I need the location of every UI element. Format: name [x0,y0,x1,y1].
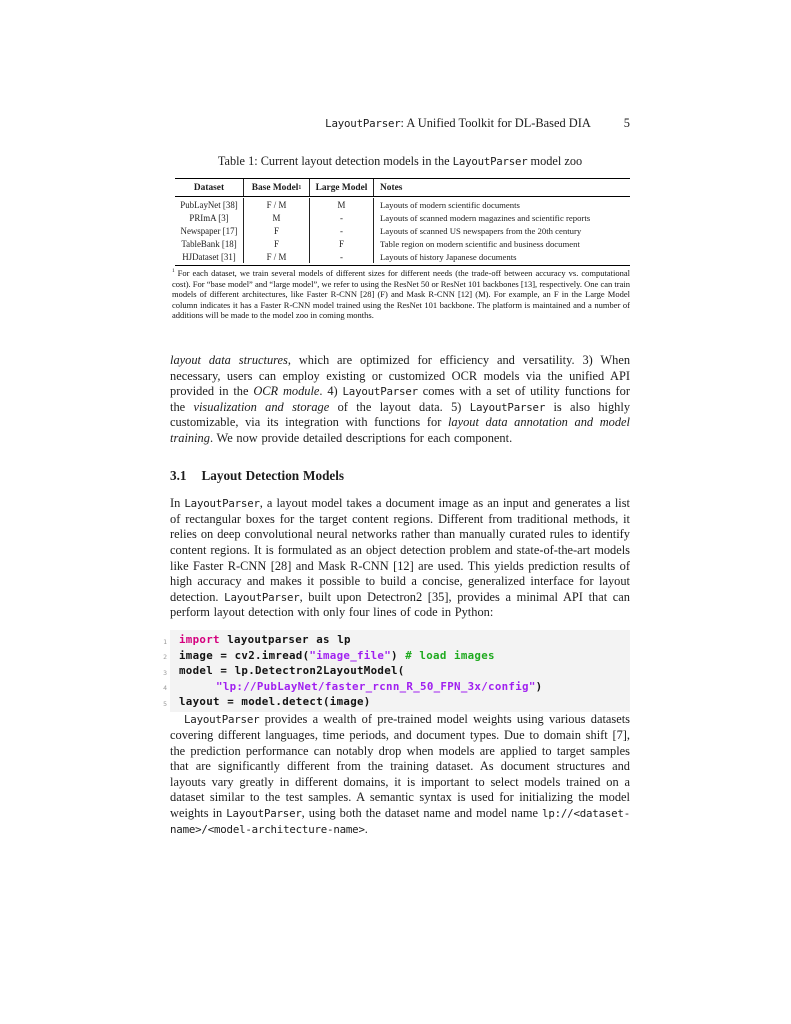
table-cell: F / M [243,198,309,211]
table-cell: M [243,211,309,224]
section-heading [170,468,630,484]
table-cell: Layouts of history Japanese documents [373,250,630,263]
inline-code: LayoutParser [224,590,300,604]
table-cell: Newspaper [17] [180,225,238,236]
text-segment: For each dataset, we train several models of different sizes for different needs (the trade-off between accuracy vs. computational cost). For “base model” and “large model”, we refer to using the ResNet 50 or ResNet 101 backbones [13], respectively. One can train models of different architectures, like Faster R-CNN [28] (F) and Mask R-CNN [12] (M). For example, an F in the Large Model column indicates it has a Faster R-CNN model trained using the ResNet 101 backbone. The platform is maintained and a number of additions will be made to the model zoo in coming months. [172,268,630,321]
table-cell: - [309,224,373,237]
code-line [179,679,626,695]
comment-token: # load images [405,648,495,662]
table-cell: HJDataset [31] [182,251,236,262]
text-segment: , which are optimized for efficiency and versatility. 3) When necessary, users can employ existing or customized OCR models via the unified API provided in the [170,353,631,399]
inline-code: LayoutParser [452,155,528,168]
table-cell: - [309,211,373,224]
inline-code: LayoutParser [184,497,260,511]
code-token: ) [391,648,406,662]
text-segment: Notes [380,183,403,193]
code-line [179,648,626,664]
section-title: Layout Detection Models [201,467,345,483]
table-cell: Table region on modern scientific and business document [373,237,630,250]
section-number: 3.1 [170,467,187,483]
code-token: ) [535,679,543,693]
code-lines [170,630,630,713]
string-token: "image_file" [309,648,392,662]
table-cell: F / M [243,250,309,263]
table-header-cell [175,179,243,196]
text-segment: , a layout model takes a document image as an input and generates a list of rectangular boxes for the target content regions. Different from traditional methods, it relies on deep convolutional neural networks rather than manually curated rules to identify content regions. It is formulated as an object detection problem and state-of-the-art models like Faster R-CNN [28] and Mask R-CNN [12] are used. This yields prediction results of high accuracy and makes it possible to build a concise, generalized interface for layout detection. [170,496,630,604]
table-cell: Layouts of scanned modern magazines and scientific reports [373,211,630,224]
inline-code: lp://<dataset-name>/<model-architecture-name> [170,806,630,836]
table-cell: TableBank [18] [181,238,237,249]
keyword-token: import [179,633,220,647]
inline-code: LayoutParser [342,385,418,399]
table-cell: PRImA [3] [189,212,229,223]
table-cell: F [309,237,373,250]
text-segment: 1 [172,268,175,275]
text-segment: layout data annotation and model training [170,415,630,445]
code-line [179,632,626,648]
inline-code: LayoutParser [325,117,401,130]
code-line [179,694,626,710]
table-cell: F [243,237,309,250]
table-row [175,211,630,224]
text-segment: layout data structures [170,353,288,367]
inline-code: LayoutParser [184,713,260,727]
table-header-cell [373,179,630,196]
line-number: 1 [163,637,167,646]
text-segment: Large Model [315,183,368,193]
table-row [175,224,630,237]
table-cell: F [243,224,309,237]
text-column [163,353,631,837]
text-segment: . We now provide detailed descriptions for each component. [209,430,513,445]
table-header-row [175,179,630,197]
code-line [179,663,626,679]
table-cell: M [309,198,373,211]
text-segment: : A Unified Toolkit for DL-Based DIA [400,116,591,130]
table-cell: PubLayNet [38] [180,199,238,210]
running-header [170,116,630,131]
table-row [175,237,630,250]
paragraph-layout-detection [170,496,630,621]
table-row [175,198,630,211]
table-header-cell [309,179,373,196]
code-token: image = cv2.imread( [179,648,310,662]
text-segment: OCR module [253,384,320,399]
code-token: layout = model.detect(image) [179,695,371,709]
text-segment: provides a wealth of pre-trained model weights using various datasets covering different languages, time periods, and document types. Due to domain shift [7], the prediction performance can notably drop when models are applied to target samples that are significantly different from the training dataset. As document structures and layouts vary greatly in different domains, it is important to select models trained on a dataset similar to the test samples. A semantic syntax is used for initializing the model weights in [170,712,630,820]
text-segment: , using both the dataset name and model name [301,805,543,820]
table-footnote [172,268,630,321]
text-segment: Base Model [251,183,299,193]
text-segment: of the layout data. 5) [329,399,470,414]
code-token: layoutparser as lp [219,633,351,647]
text-segment: . 4) [319,384,343,399]
code-token [179,680,216,693]
text-segment: Table 1: Current layout detection models in the [217,154,453,168]
text-segment: comes with a set of utility functions for the [170,384,630,414]
text-segment: Dataset [193,183,225,193]
table-cell: - [309,250,373,263]
line-number: 5 [163,699,167,708]
model-zoo-table [175,178,630,266]
table-body [175,197,630,265]
text-segment: model zoo [527,154,583,168]
text-segment: is also highly customizable, via its integration with functions for [170,399,631,430]
line-number: 4 [163,684,167,693]
code-listing [157,630,630,713]
table-cell: Layouts of modern scientific documents [373,198,630,211]
table-row [175,250,630,263]
running-title [325,116,591,131]
text-segment: visualization and storage [193,399,330,414]
line-number: 2 [163,653,167,662]
table-caption [160,154,640,169]
inline-code: LayoutParser [226,806,302,820]
table-cell: Layouts of scanned US newspapers from the 20th century [373,224,630,237]
string-token: "lp://PubLayNet/faster_rcnn_R_50_FPN_3x/config" [216,679,536,693]
page-number: 5 [623,116,630,130]
code-token: model = lp.Detectron2LayoutModel( [179,664,405,678]
table-header-cell: Base Model 1 [243,179,309,196]
text-segment: . [364,821,368,836]
paragraph-continuation [170,353,630,447]
text-segment: In [170,496,185,511]
paragraph-model-weights [170,712,630,837]
code-gutter [157,630,170,713]
text-segment: , built upon Detectron2 [35], provides a minimal API that can perform layout detection with only four lines of code in Python: [170,589,630,620]
line-number: 3 [163,668,167,677]
inline-code: LayoutParser [469,400,546,414]
